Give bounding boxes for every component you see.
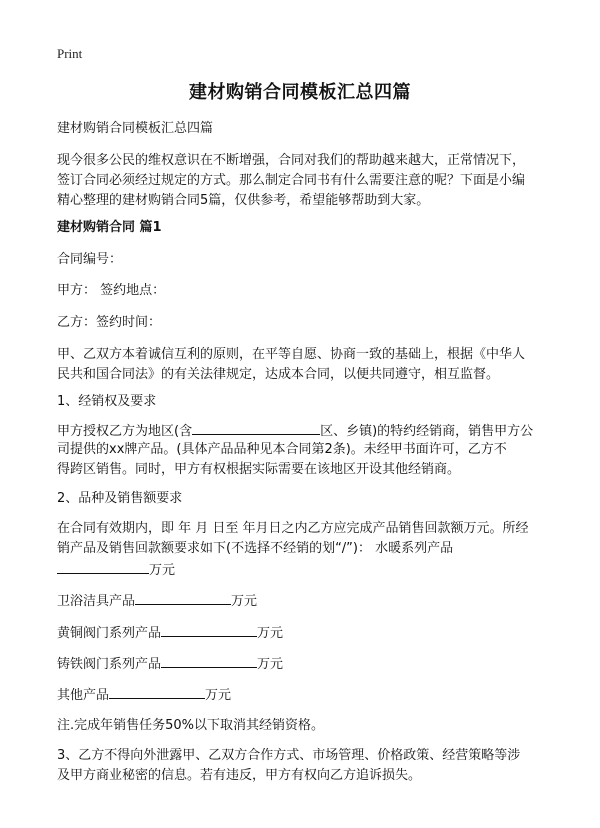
party-b: 乙方：签约时间： bbox=[57, 315, 162, 330]
product-label: 黄铜阀门系列产品 bbox=[57, 626, 162, 641]
subtitle: 建材购销合同模板汇总四篇 bbox=[57, 121, 214, 136]
preamble-line-1: 甲、乙双方本着诚信互利的原则，在平等自愿、协商一致的基础上，根据《中华人 bbox=[57, 347, 526, 362]
amount-blank bbox=[161, 653, 257, 668]
clause-2-line-1: 在合同有效期内，即 年 月 日至 年月日之内乙方应完成产品销售回款额万元。所经 bbox=[57, 521, 529, 536]
product-label: 铸铁阀门系列产品 bbox=[57, 657, 162, 672]
product-item bbox=[57, 590, 557, 612]
section-heading: 建材购销合同 篇1 bbox=[57, 220, 162, 235]
product-unit: 万元 bbox=[205, 688, 232, 703]
print-link[interactable]: Print bbox=[57, 46, 83, 61]
clause-1-line-1 bbox=[57, 420, 557, 442]
product-label: 卫浴洁具产品 bbox=[57, 594, 136, 609]
clause-3-line-1: 3、乙方不得向外泄露甲、乙双方合作方式、市场管理、价格政策、经营策略等涉 bbox=[57, 748, 521, 763]
clause-2-line-3 bbox=[57, 559, 557, 581]
clause-2-line-2: 销产品及销售回款额要求如下(不选择不经销的划“/”)： 水暖系列产品 bbox=[57, 541, 454, 556]
intro-line-2: 签订合同必须经过规定的方式。那么制定合同书有什么需要注意的呢？下面是小编 bbox=[57, 173, 526, 188]
clause-1-heading: 1、经销权及要求 bbox=[57, 394, 157, 409]
intro-line-3: 精心整理的建材购销合同5篇，仅供参考，希望能够帮助到大家。 bbox=[57, 193, 430, 208]
product-unit: 万元 bbox=[257, 626, 284, 641]
clause-1-line-1-pre: 甲方授权乙方为地区(含 bbox=[57, 424, 193, 439]
clause-1-line-2: 司提供的xx牌产品。(具体产品品种见本合同第2条)。未经甲书面许可，乙方不 bbox=[57, 442, 507, 457]
product-item bbox=[57, 684, 557, 706]
clause-1-line-3: 得跨区销售。同时，甲方有权根据实际需要在该地区开设其他经销商。 bbox=[57, 462, 461, 477]
sales-note: 注.完成年销售任务50%以下取消其经销资格。 bbox=[57, 718, 325, 733]
amount-blank bbox=[161, 622, 257, 637]
contract-number: 合同编号： bbox=[57, 252, 123, 267]
product-item bbox=[57, 653, 557, 675]
amount-blank bbox=[135, 590, 231, 605]
product-item bbox=[57, 622, 557, 644]
region-blank bbox=[192, 420, 320, 435]
amount-blank bbox=[109, 684, 205, 699]
page-title: 建材购销合同模板汇总四篇 bbox=[189, 82, 411, 103]
product-label: 其他产品 bbox=[57, 688, 110, 703]
clause-2-heading: 2、品种及销售额要求 bbox=[57, 491, 183, 506]
heating-unit: 万元 bbox=[149, 563, 176, 578]
party-a: 甲方： 签约地点： bbox=[57, 283, 166, 298]
product-unit: 万元 bbox=[231, 594, 258, 609]
preamble-line-2: 民共和国合同法》的有关法律规定，达成本合同，以便共同遵守，相互监督。 bbox=[57, 367, 500, 382]
clause-1-line-1-post: 区、乡镇)的特约经销商，销售甲方公 bbox=[320, 424, 534, 439]
intro-line-1: 现今很多公民的维权意识在不断增强，合同对我们的帮助越来越大，正常情况下， bbox=[57, 153, 526, 168]
clause-3-line-2: 及甲方商业秘密的信息。若有违反，甲方有权向乙方追诉损失。 bbox=[57, 768, 422, 783]
product-unit: 万元 bbox=[257, 657, 284, 672]
heating-amount-blank bbox=[57, 559, 149, 574]
